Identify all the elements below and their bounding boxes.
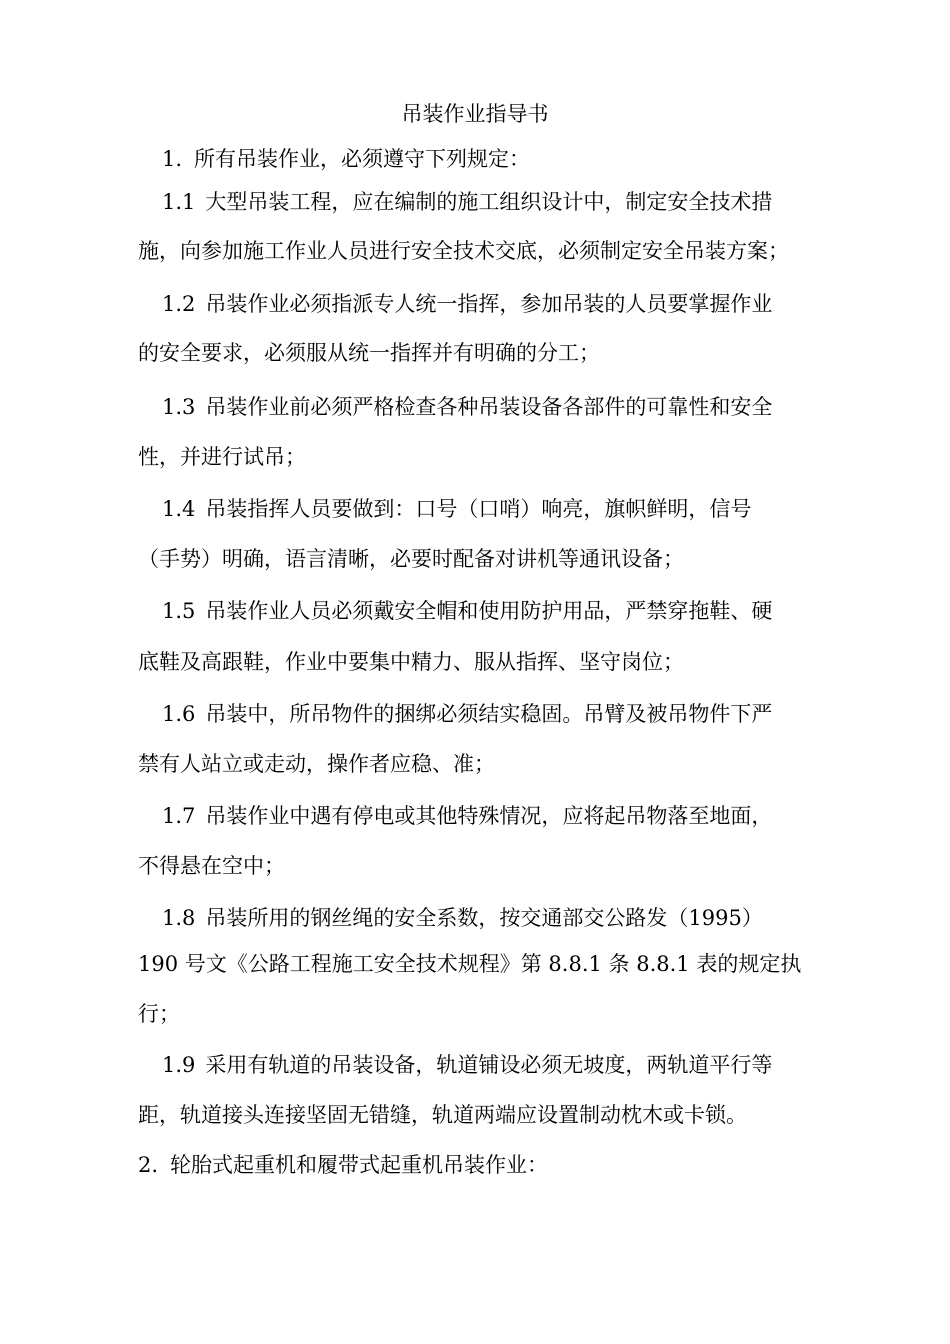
item-1-8-line-1: [162, 904, 763, 932]
item-1-8-line-2: 190 号文《公路工程施工安全技术规程》第 8.8.1 条 8.8.1 表的规定执: [138, 952, 802, 976]
item-1-3-line-2: 性，并进行试吊；: [138, 445, 306, 469]
item-1-9-line-2: 距，轨道接头连接坚固无错缝，轨道两端应设置制动枕木或卡锁。: [138, 1103, 747, 1127]
item-1-4-line-1: [162, 495, 751, 523]
item-1-5-line-1: [162, 597, 772, 625]
section-1-heading: [162, 145, 530, 173]
item-1-7-line-1: [162, 802, 772, 830]
item-number: 1.5: [162, 599, 196, 623]
section-number: 2.: [138, 1153, 159, 1177]
section-number: 1.: [162, 147, 183, 171]
item-number: 1.1: [162, 190, 196, 214]
item-1-2-line-2: 的安全要求，必须服从统一指挥并有明确的分工；: [138, 341, 600, 365]
item-number: 1.4: [162, 497, 196, 521]
item-number: 1.7: [162, 804, 196, 828]
item-1-5-line-2: 底鞋及高跟鞋，作业中要集中精力、服从指挥、坚守岗位；: [138, 650, 684, 674]
item-text: 吊装作业前必须严格检查各种吊装设备各部件的可靠性和安全: [205, 395, 773, 419]
item-text: 吊装中，所吊物件的捆绑必须结实稳固。吊臂及被吊物件下严: [205, 702, 773, 726]
item-number: 1.8: [162, 906, 196, 930]
item-1-6-line-1: [162, 700, 772, 728]
item-1-2-line-1: [162, 290, 772, 318]
section-2-heading: [138, 1151, 548, 1179]
item-text: 吊装指挥人员要做到：口号（口哨）响亮，旗帜鲜明，信号: [205, 497, 752, 521]
item-text: 吊装作业人员必须戴安全帽和使用防护用品，严禁穿拖鞋、硬: [205, 599, 773, 623]
item-text: 大型吊装工程，应在编制的施工组织设计中，制定安全技术措: [205, 190, 773, 214]
item-number: 1.3: [162, 395, 196, 419]
item-1-7-line-2: 不得悬在空中；: [138, 854, 285, 878]
item-number: 1.2: [162, 292, 196, 316]
item-1-1-line-1: [162, 188, 772, 216]
item-1-6-line-2: 禁有人站立或走动，操作者应稳、准；: [138, 752, 495, 776]
item-1-4-line-2: （手势）明确，语言清晰，必要时配备对讲机等通讯设备；: [138, 547, 684, 571]
item-text: 吊装作业必须指派专人统一指挥，参加吊装的人员要掌握作业: [205, 292, 773, 316]
item-text: 采用有轨道的吊装设备，轨道铺设必须无坡度，两轨道平行等: [205, 1053, 773, 1077]
item-1-3-line-1: [162, 393, 772, 421]
item-1-9-line-1: [162, 1051, 772, 1079]
section-heading-text: 轮胎式起重机和履带式起重机吊装作业：: [170, 1153, 549, 1177]
section-heading-text: 所有吊装作业，必须遵守下列规定：: [194, 147, 531, 171]
item-1-1-line-2: 施，向参加施工作业人员进行安全技术交底，必须制定安全吊装方案；: [138, 239, 789, 263]
item-number: 1.9: [162, 1053, 196, 1077]
item-text: 吊装所用的钢丝绳的安全系数，按交通部交公路发（1995）: [205, 906, 763, 930]
item-text: 吊装作业中遇有停电或其他特殊情况，应将起吊物落至地面，: [205, 804, 773, 828]
document-title: 吊装作业指导书: [401, 102, 549, 126]
item-number: 1.6: [162, 702, 196, 726]
item-1-8-line-3: 行；: [138, 1002, 180, 1026]
